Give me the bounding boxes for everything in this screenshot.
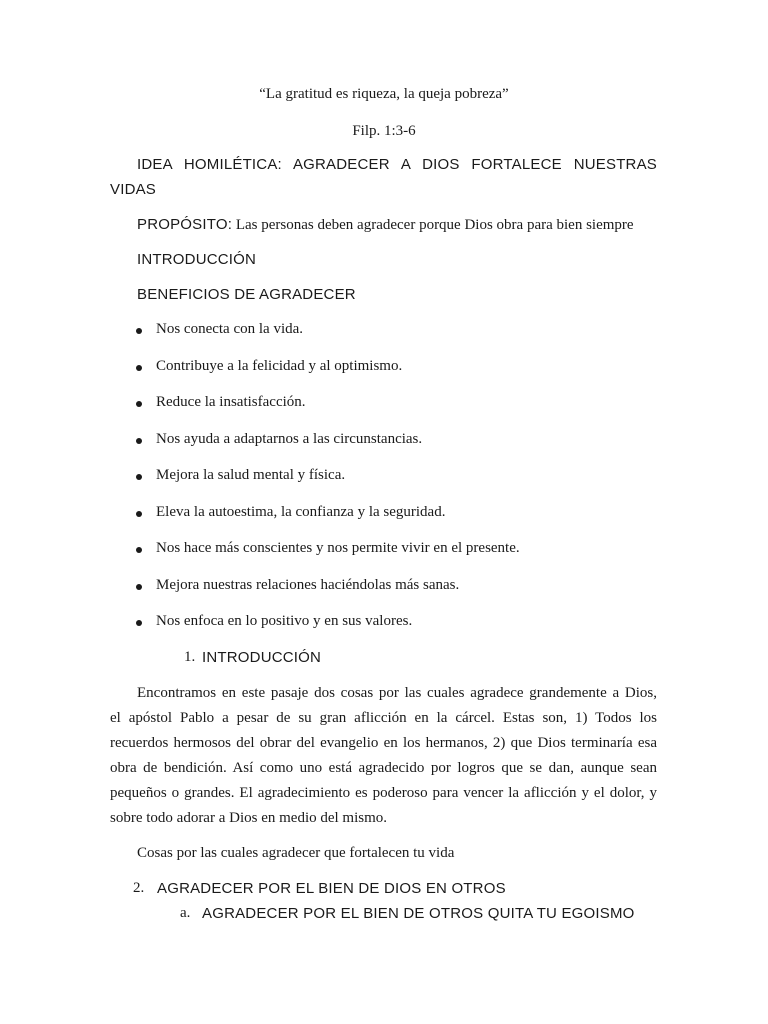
bullet-icon — [136, 620, 142, 626]
bullet-icon — [136, 365, 142, 371]
benefits-heading: BENEFICIOS DE AGRADECER — [137, 286, 356, 303]
list-item-text: Mejora nuestras relaciones haciéndolas más sanas. — [156, 577, 460, 593]
bullet-icon — [136, 584, 142, 590]
list-item-text: Mejora la salud mental y física. — [156, 467, 346, 483]
scripture-reference: Filp. 1:3-6 — [352, 123, 416, 139]
bullet-icon — [136, 438, 142, 444]
paragraph-line: obra de bendición. Así como uno está agradecido por logros que se dan, aunque sean — [110, 760, 657, 776]
purpose-text: Las personas deben agradecer porque Dios obra para bien siempre — [235, 217, 634, 233]
list-item-text: Nos enfoca en lo positivo y en sus valores. — [156, 613, 413, 629]
paragraph-line: pequeños o grandes. El agradecimiento es poderoso para vencer la aflicción y el dolor, y — [110, 785, 657, 801]
bullet-icon — [136, 328, 142, 334]
purpose-label: PROPÓSITO: — [137, 216, 233, 233]
paragraph-line: el apóstol Pablo a pesar de su gran aflicción en la cárcel. Estas son, 1) Todos los — [110, 710, 657, 726]
document-title: “La gratitud es riqueza, la queja pobreza” — [259, 86, 509, 102]
section-1-title: INTRODUCCIÓN — [202, 649, 322, 666]
list-item-text: Contribuye a la felicidad y al optimismo. — [156, 358, 403, 374]
subsection-a-letter: a. — [180, 905, 191, 921]
bullet-icon — [136, 474, 142, 480]
section-2-title: AGRADECER POR EL BIEN DE DIOS EN OTROS — [157, 880, 506, 897]
homiletic-idea-line2: VIDAS — [110, 181, 157, 198]
intro-heading: INTRODUCCIÓN — [137, 251, 257, 268]
bullet-icon — [136, 547, 142, 553]
bullet-icon — [136, 511, 142, 517]
bullet-icon — [136, 401, 142, 407]
list-item-text: Nos hace más conscientes y nos permite vivir en el presente. — [156, 540, 520, 556]
list-item-text: Nos ayuda a adaptarnos a las circunstancias. — [156, 431, 423, 447]
purpose-line — [137, 216, 634, 234]
homiletic-idea-line1: IDEA HOMILÉTICA: AGRADECER A DIOS FORTALECE NUESTRAS — [137, 156, 657, 173]
paragraph-line: sobre todo adorar a Dios en medio del mismo. — [110, 810, 388, 826]
things-to-thank-line: Cosas por las cuales agradecer que fortalecen tu vida — [137, 845, 455, 861]
list-item-text: Reduce la insatisfacción. — [156, 394, 306, 410]
subsection-a-title: AGRADECER POR EL BIEN DE OTROS QUITA TU EGOISMO — [202, 905, 635, 922]
section-2-number: 2. — [133, 880, 145, 896]
list-item-text: Eleva la autoestima, la confianza y la seguridad. — [156, 504, 446, 520]
section-1-number: 1. — [184, 649, 196, 665]
list-item-text: Nos conecta con la vida. — [156, 321, 304, 337]
paragraph-line: Encontramos en este pasaje dos cosas por las cuales agradece grandemente a Dios, — [137, 685, 657, 701]
paragraph-line: recuerdos hermosos del obrar del evangelio en los hermanos, 2) que Dios terminaría esa — [110, 735, 657, 751]
